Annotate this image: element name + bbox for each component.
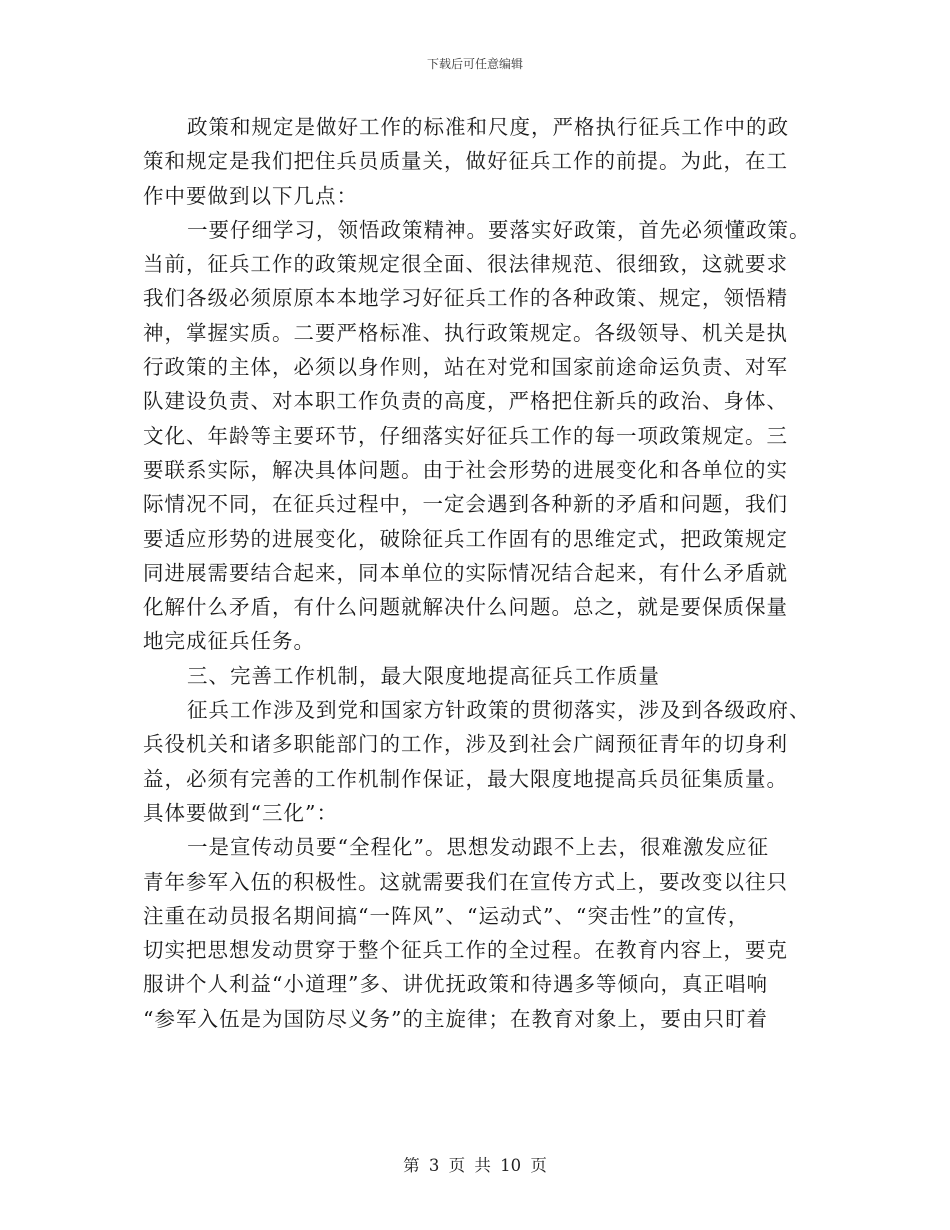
- body-line: 行政策的主体，必须以身作则，站在对党和国家前途命运负责、对军: [143, 355, 788, 380]
- body-line: 际情况不同，在征兵过程中，一定会遇到各种新的矛盾和问题，我们: [143, 492, 788, 517]
- body-line: 服讲个人利益“小道理”多、讲优抚政策和待遇多等倾向，真正唱响: [143, 972, 768, 997]
- document-body: [143, 110, 813, 1036]
- body-line: 征兵工作涉及到党和国家方针政策的贯彻落实，涉及到各级政府、: [187, 698, 811, 723]
- body-line: 队建设负责、对本职工作负责的高度，严格把住新兵的政治、身体、: [143, 389, 788, 414]
- section-heading: 三、完善工作机制，最大限度地提高征兵工作质量: [187, 663, 660, 688]
- body-line: 注重在动员报名期间搞“一阵风”、“运动式”、“突击性”的宣传，: [143, 903, 750, 928]
- page-header-note: 下载后可任意编辑: [426, 57, 523, 71]
- body-line: 一是宣传动员要“全程化”。思想发动跟不上去，很难激发应征: [187, 835, 769, 860]
- body-line: 切实把思想发动贯穿于整个征兵工作的全过程。在教育内容上，要克: [143, 938, 788, 963]
- body-line: 要联系实际，解决具体问题。由于社会形势的进展变化和各单位的实: [143, 457, 788, 482]
- page-number: 第 3 页 共 10 页: [403, 1156, 547, 1175]
- body-line: 兵役机关和诸多职能部门的工作，涉及到社会广阔预征青年的切身利: [143, 732, 788, 757]
- body-line: 要适应形势的进展变化，破除征兵工作固有的思维定式，把政策规定: [143, 526, 788, 551]
- body-line: 神，掌握实质。二要严格标准、执行政策规定。各级领导、机关是执: [143, 320, 788, 345]
- body-line: 同进展需要结合起来，同本单位的实际情况结合起来，有什么矛盾就: [143, 560, 788, 585]
- body-line: 策和规定是我们把住兵员质量关，做好征兵工作的前提。为此，在工: [143, 149, 788, 174]
- body-line: 益，必须有完善的工作机制作保证，最大限度地提高兵员征集质量。: [143, 766, 788, 791]
- body-line: 青年参军入伍的积极性。这就需要我们在宣传方式上，要改变以往只: [143, 869, 788, 894]
- body-line: “参军入伍是为国防尽义务”的主旋律；在教育对象上，要由只盯着: [143, 1006, 768, 1031]
- body-line: 文化、年龄等主要环节，仔细落实好征兵工作的每一项政策规定。三: [143, 423, 788, 448]
- body-line: 我们各级必须原原本本地学习好征兵工作的各种政策、规定，领悟精: [143, 286, 788, 311]
- body-line: 当前，征兵工作的政策规定很全面、很法律规范、很细致，这就要求: [143, 252, 788, 277]
- body-line: 化解什么矛盾，有什么问题就解决什么问题。总之，就是要保质保量: [143, 595, 788, 620]
- body-line: 一要仔细学习，领悟政策精神。要落实好政策，首先必须懂政策。: [187, 217, 811, 242]
- body-line: 政策和规定是做好工作的标准和尺度，严格执行征兵工作中的政: [187, 115, 789, 139]
- body-line: 具体要做到“三化”：: [143, 800, 338, 825]
- body-line: 地完成征兵任务。: [143, 629, 315, 654]
- body-line: 作中要做到以下几点：: [143, 183, 358, 208]
